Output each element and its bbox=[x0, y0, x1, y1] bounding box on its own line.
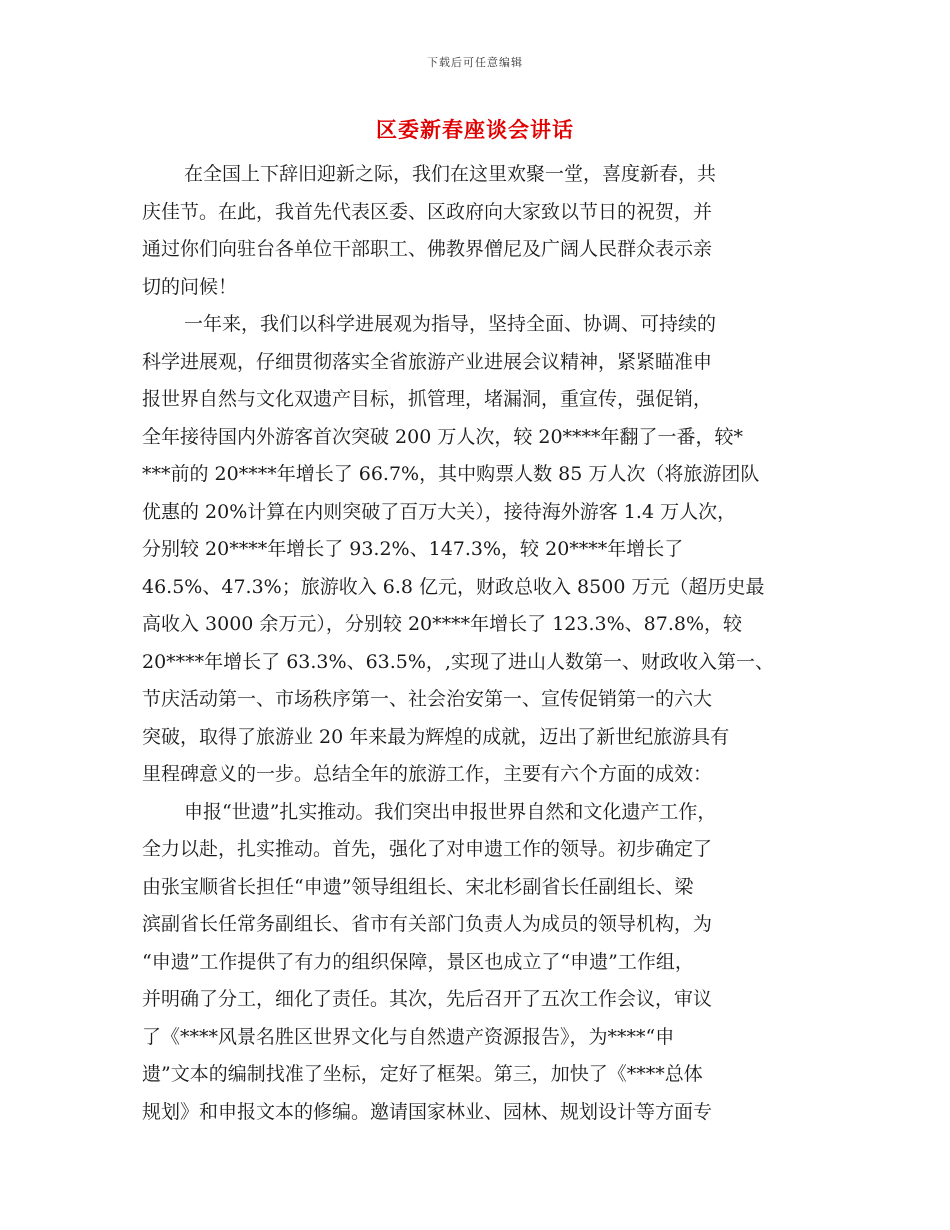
text-line: 了《****风景名胜区世界文化与自然遗产资源报告》，为****“申 bbox=[142, 1025, 675, 1048]
text-line: 突破，取得了旅游业 20 年来最为辉煌的成就，迈出了新世纪旅游具有 bbox=[142, 725, 730, 748]
text-line: 报世界自然与文化双遗产目标，抓管理，堵漏洞，重宣传，强促销， bbox=[142, 388, 713, 410]
text-line: 并明确了分工，细化了责任。其次，先后召开了五次工作会议，审议 bbox=[142, 988, 713, 1010]
text-line: 高收入 3000 余万元），分别较 20****年增长了 123.3%、87.8%，较 bbox=[142, 613, 742, 635]
text-line: 切的问候！ bbox=[142, 275, 238, 298]
text-line: 20****年增长了 63.3%、63.5%，,实现了进山人数第一、财政收入第一、 bbox=[142, 650, 774, 673]
text-line: 全年接待国内外游客首次突破 200 万人次，较 20****年翻了一番，较* bbox=[142, 425, 744, 448]
text-line: 46.5%、47.3%；旅游收入 6.8 亿元，财政总收入 8500 万元（超历史最 bbox=[142, 575, 765, 598]
text-line: 一年来，我们以科学进展观为指导，坚持全面、协调、可持续的 bbox=[184, 313, 717, 335]
text-line: 滨副省长任常务副组长、省市有关部门负责人为成员的领导机构，为 bbox=[142, 913, 713, 935]
text-line: 在全国上下辞旧迎新之际，我们在这里欢聚一堂，喜度新春，共 bbox=[184, 163, 717, 185]
text-line: 由张宝顺省长担任“申遗”领导组组长、宋北杉副省长任副组长、梁 bbox=[142, 875, 694, 898]
document-body bbox=[142, 156, 818, 1131]
text-line: 庆佳节。在此，我首先代表区委、区政府向大家致以节日的祝贺，并 bbox=[142, 200, 713, 223]
header-note: 下载后可任意编辑 bbox=[427, 56, 523, 69]
text-line: ***前的 20****年增长了 66.7%，其中购票人数 85 万人次（将旅游团队 bbox=[142, 463, 760, 485]
text-line: 遗”文本的编制找准了坐标，定好了框架。第三，加快了《****总体 bbox=[142, 1063, 703, 1085]
text-line: 里程碑意义的一步。总结全年的旅游工作，主要有六个方面的成效： bbox=[142, 763, 713, 785]
text-line: “申遗”工作提供了有力的组织保障，景区也成立了“申遗”工作组， bbox=[142, 950, 694, 973]
text-line: 通过你们向驻台各单位干部职工、佛教界僧尼及广阔人民群众表示亲 bbox=[142, 238, 713, 260]
text-line: 全力以赴，扎实推动。首先，强化了对申遗工作的领导。初步确定了 bbox=[142, 838, 713, 860]
text-line: 优惠的 20%计算在内则突破了百万大关），接待海外游客 1.4 万人次， bbox=[142, 500, 737, 523]
document-title: 区委新春座谈会讲话 bbox=[376, 117, 574, 142]
text-line: 节庆活动第一、市场秩序第一、社会治安第一、宣传促销第一的六大 bbox=[142, 688, 713, 710]
text-line: 科学进展观，仔细贯彻落实全省旅游产业进展会议精神，紧紧瞄准申 bbox=[142, 350, 713, 373]
text-line: 分别较 20****年增长了 93.2%、147.3%，较 20****年增长了 bbox=[142, 538, 684, 560]
text-line: 规划》和申报文本的修编。邀请国家林业、园林、规划设计等方面专 bbox=[142, 1100, 713, 1123]
text-line: 申报“世遗”扎实推动。我们突出申报世界自然和文化遗产工作， bbox=[184, 800, 717, 823]
